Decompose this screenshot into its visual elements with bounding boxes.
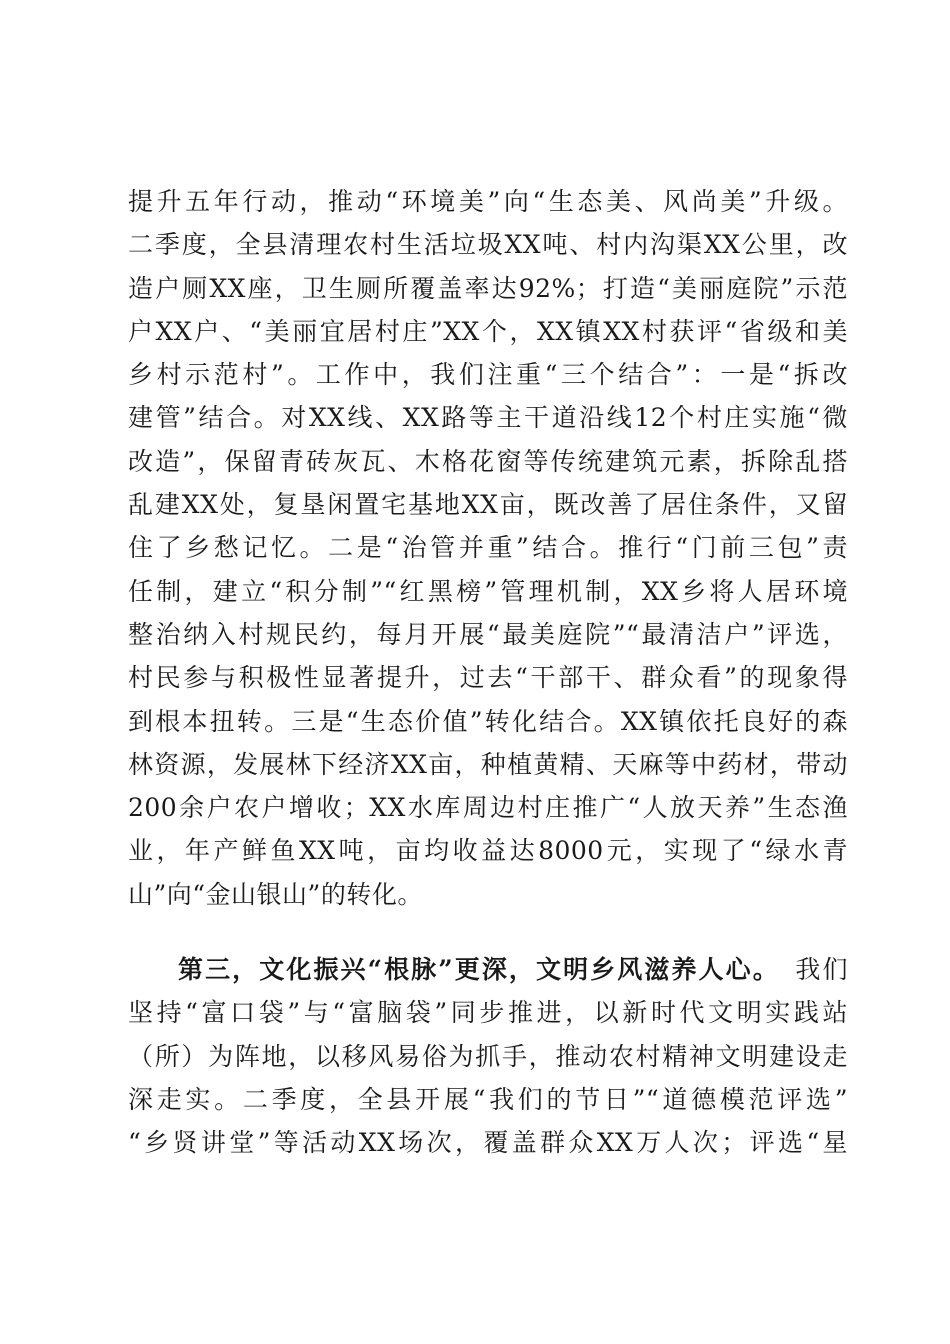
text-line: 造户厕XX座，卫生厕所覆盖率达92%；打造“美丽庭院”示范: [128, 273, 848, 303]
text-line: 建管”结合。对XX线、XX路等主干道沿线12个村庄实施“微: [128, 403, 848, 433]
text-line: 深走实。二季度，全县开展“我们的节日”“道德模范评选”: [128, 1084, 848, 1114]
text-line: 业，年产鲜鱼XX吨，亩均收益达8000元，实现了“绿水青: [128, 836, 848, 866]
text-line: “乡贤讲堂”等活动XX场次，覆盖群众XX万人次；评选“星: [128, 1128, 848, 1158]
text-line: 改造”，保留青砖灰瓦、木格花窗等传统建筑元素，拆除乱搭: [128, 446, 848, 476]
text-line: 住了乡愁记忆。二是“治管并重”结合。推行“门前三包”责: [128, 533, 848, 563]
text-line: 二季度，全县清理农村生活垃圾XX吨、村内沟渠XX公里，改: [128, 230, 848, 260]
section-heading: 第三，文化振兴“根脉”更深，文明乡风滋养人心。: [178, 955, 780, 984]
text-line: （所）为阵地，以移风易俗为抓手，推动农村精神文明建设走: [128, 1041, 848, 1071]
text-line: 山”向“金山银山”的转化。: [128, 879, 423, 909]
text-line: 乡村示范村”。工作中，我们注重“三个结合”：一是“拆改: [128, 360, 848, 390]
text-line: 村民参与积极性显著提升，过去“干部干、群众看”的现象得: [128, 663, 848, 693]
text-line: 到根本扭转。三是“生态价值”转化结合。XX镇依托良好的森: [128, 706, 848, 736]
text-fragment: 我们: [793, 955, 848, 984]
text-line: 坚持“富口袋”与“富脑袋”同步推进，以新时代文明实践站: [128, 998, 848, 1028]
text-line: 乱建XX处，复垦闲置宅基地XX亩，既改善了居住条件，又留: [128, 490, 848, 520]
text-line: 整治纳入村规民约，每月开展“最美庭院”“最清洁户”评选，: [128, 619, 848, 649]
text-line: 林资源，发展林下经济XX亩，种植黄精、天麻等中药材，带动: [128, 749, 848, 779]
section-first-line: [128, 948, 848, 991]
section-paragraph: [128, 948, 848, 1164]
text-line: 200余户农户增收；XX水库周边村庄推广“人放天养”生态渔: [128, 793, 848, 823]
text-line: 提升五年行动，推动“环境美”向“生态美、风尚美”升级。: [128, 187, 848, 216]
text-line: 任制，建立“积分制”“红黑榜”管理机制，XX乡将人居环境: [128, 576, 848, 606]
text-line: 户XX户、“美丽宜居村庄”XX个，XX镇XX村获评“省级和美: [128, 316, 848, 346]
body-paragraph: [128, 180, 848, 916]
